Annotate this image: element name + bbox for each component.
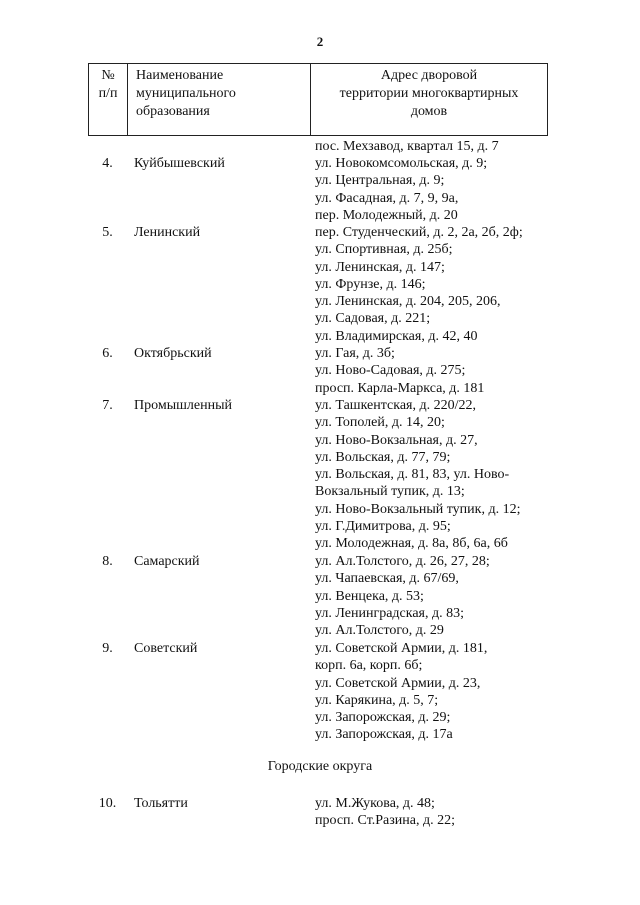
row-number: 5.	[102, 225, 113, 240]
address-line: ул. Запорожская, д. 29;	[315, 710, 451, 726]
municipality-name: Самарский	[134, 554, 200, 569]
address-line: ул. Запорожская, д. 17а	[315, 727, 453, 743]
address-line: ул. Вольская, д. 81, 83, ул. Ново-	[315, 467, 510, 483]
address-line: просп. Ст.Разина, д. 22;	[315, 813, 456, 829]
header-number-line: п/п	[98, 86, 118, 101]
address-list	[315, 155, 595, 224]
address-line: ул. Фасадная, д. 7, 9, 9а,	[315, 190, 459, 206]
address-line: ул. Владимирская, д. 42, 40	[315, 328, 478, 344]
address-line: просп. Карла-Маркса, д. 181	[315, 380, 485, 396]
section-title: Городские округа	[267, 759, 373, 774]
address-list	[315, 795, 595, 830]
municipality-name: Куйбышевский	[134, 156, 225, 171]
address-line: ул. Венцека, д. 53;	[315, 588, 424, 604]
address-line: ул. М.Жукова, д. 48;	[315, 796, 435, 811]
address-line: ул. Ново-Вокзальная, д. 27,	[315, 432, 478, 448]
address-line: ул. Г.Димитрова, д. 95;	[315, 519, 451, 535]
address-line: ул. Вольская, д. 77, 79;	[315, 449, 451, 465]
address-list	[315, 640, 595, 744]
municipality-name: Промышленный	[134, 398, 232, 413]
address-line: ул. Молодежная, д. 8а, 8б, 6а, 6б	[315, 536, 508, 552]
table-header	[88, 63, 548, 136]
address-line: ул. Новокомсомольская, д. 9;	[315, 156, 488, 171]
row-number: 9.	[102, 641, 113, 656]
municipality-name: Тольятти	[134, 796, 188, 811]
header-name-line: образования	[136, 104, 210, 119]
continuation-addresses	[315, 138, 595, 155]
row-number: 6.	[102, 346, 113, 361]
address-list	[315, 345, 595, 397]
address-line: ул. Ташкентская, д. 220/22,	[315, 398, 476, 413]
address-line: корп. 6а, корп. 6б;	[315, 658, 423, 674]
address-line: ул. Ленинская, д. 204, 205, 206,	[315, 294, 501, 310]
address-line: ул. Ал.Толстого, д. 29	[315, 623, 444, 639]
header-name-line: Наименование	[136, 68, 224, 83]
header-address-line: Адрес дворовой	[380, 68, 478, 83]
address-line: ул. Чапаевская, д. 67/69,	[315, 571, 459, 587]
address-line: ул. Ново-Садовая, д. 275;	[315, 363, 466, 379]
page-number: 2	[316, 34, 324, 49]
header-address-line: домов	[410, 104, 448, 119]
address-line: ул. Ленинская, д. 147;	[315, 259, 445, 275]
municipality-name: Советский	[134, 641, 198, 656]
address-line: пер. Молодежный, д. 20	[315, 207, 458, 223]
header-address-line: территории многоквартирных	[339, 86, 519, 101]
address-line: ул. Ал.Толстого, д. 26, 27, 28;	[315, 554, 490, 569]
address-line: ул. Садовая, д. 221;	[315, 311, 431, 327]
row-number: 7.	[102, 398, 113, 413]
address-line: ул. Центральная, д. 9;	[315, 173, 445, 189]
address-line: ул. Ленинградская, д. 83;	[315, 605, 465, 621]
address-line: пер. Студенческий, д. 2, 2а, 2б, 2ф;	[315, 225, 523, 240]
address-line: ул. Гая, д. 3б;	[315, 346, 395, 361]
row-number: 4.	[102, 156, 113, 171]
address-list	[315, 224, 595, 345]
header-number-line: №	[101, 68, 115, 83]
header-name-line: муниципального	[136, 86, 236, 101]
address-line: ул. Тополей, д. 14, 20;	[315, 415, 445, 431]
address-list	[315, 553, 595, 639]
address-line: ул. Советской Армии, д. 23,	[315, 675, 481, 691]
address-list	[315, 397, 595, 553]
address-line: Вокзальный тупик, д. 13;	[315, 484, 465, 500]
header-address-column	[311, 64, 547, 135]
address-line: ул. Фрунзе, д. 146;	[315, 276, 426, 292]
address-line: пос. Мехзавод, квартал 15, д. 7	[315, 139, 499, 154]
address-line: ул. Ново-Вокзальный тупик, д. 12;	[315, 501, 521, 517]
address-line: ул. Спортивная, д. 25б;	[315, 242, 453, 258]
row-number: 8.	[102, 554, 113, 569]
header-number-column	[89, 64, 128, 135]
row-number: 10.	[98, 796, 117, 811]
address-line: ул. Советской Армии, д. 181,	[315, 641, 488, 656]
municipality-name: Октябрьский	[134, 346, 212, 361]
municipality-name: Ленинский	[134, 225, 201, 240]
header-name-column	[128, 64, 311, 135]
address-line: ул. Карякина, д. 5, 7;	[315, 692, 439, 708]
